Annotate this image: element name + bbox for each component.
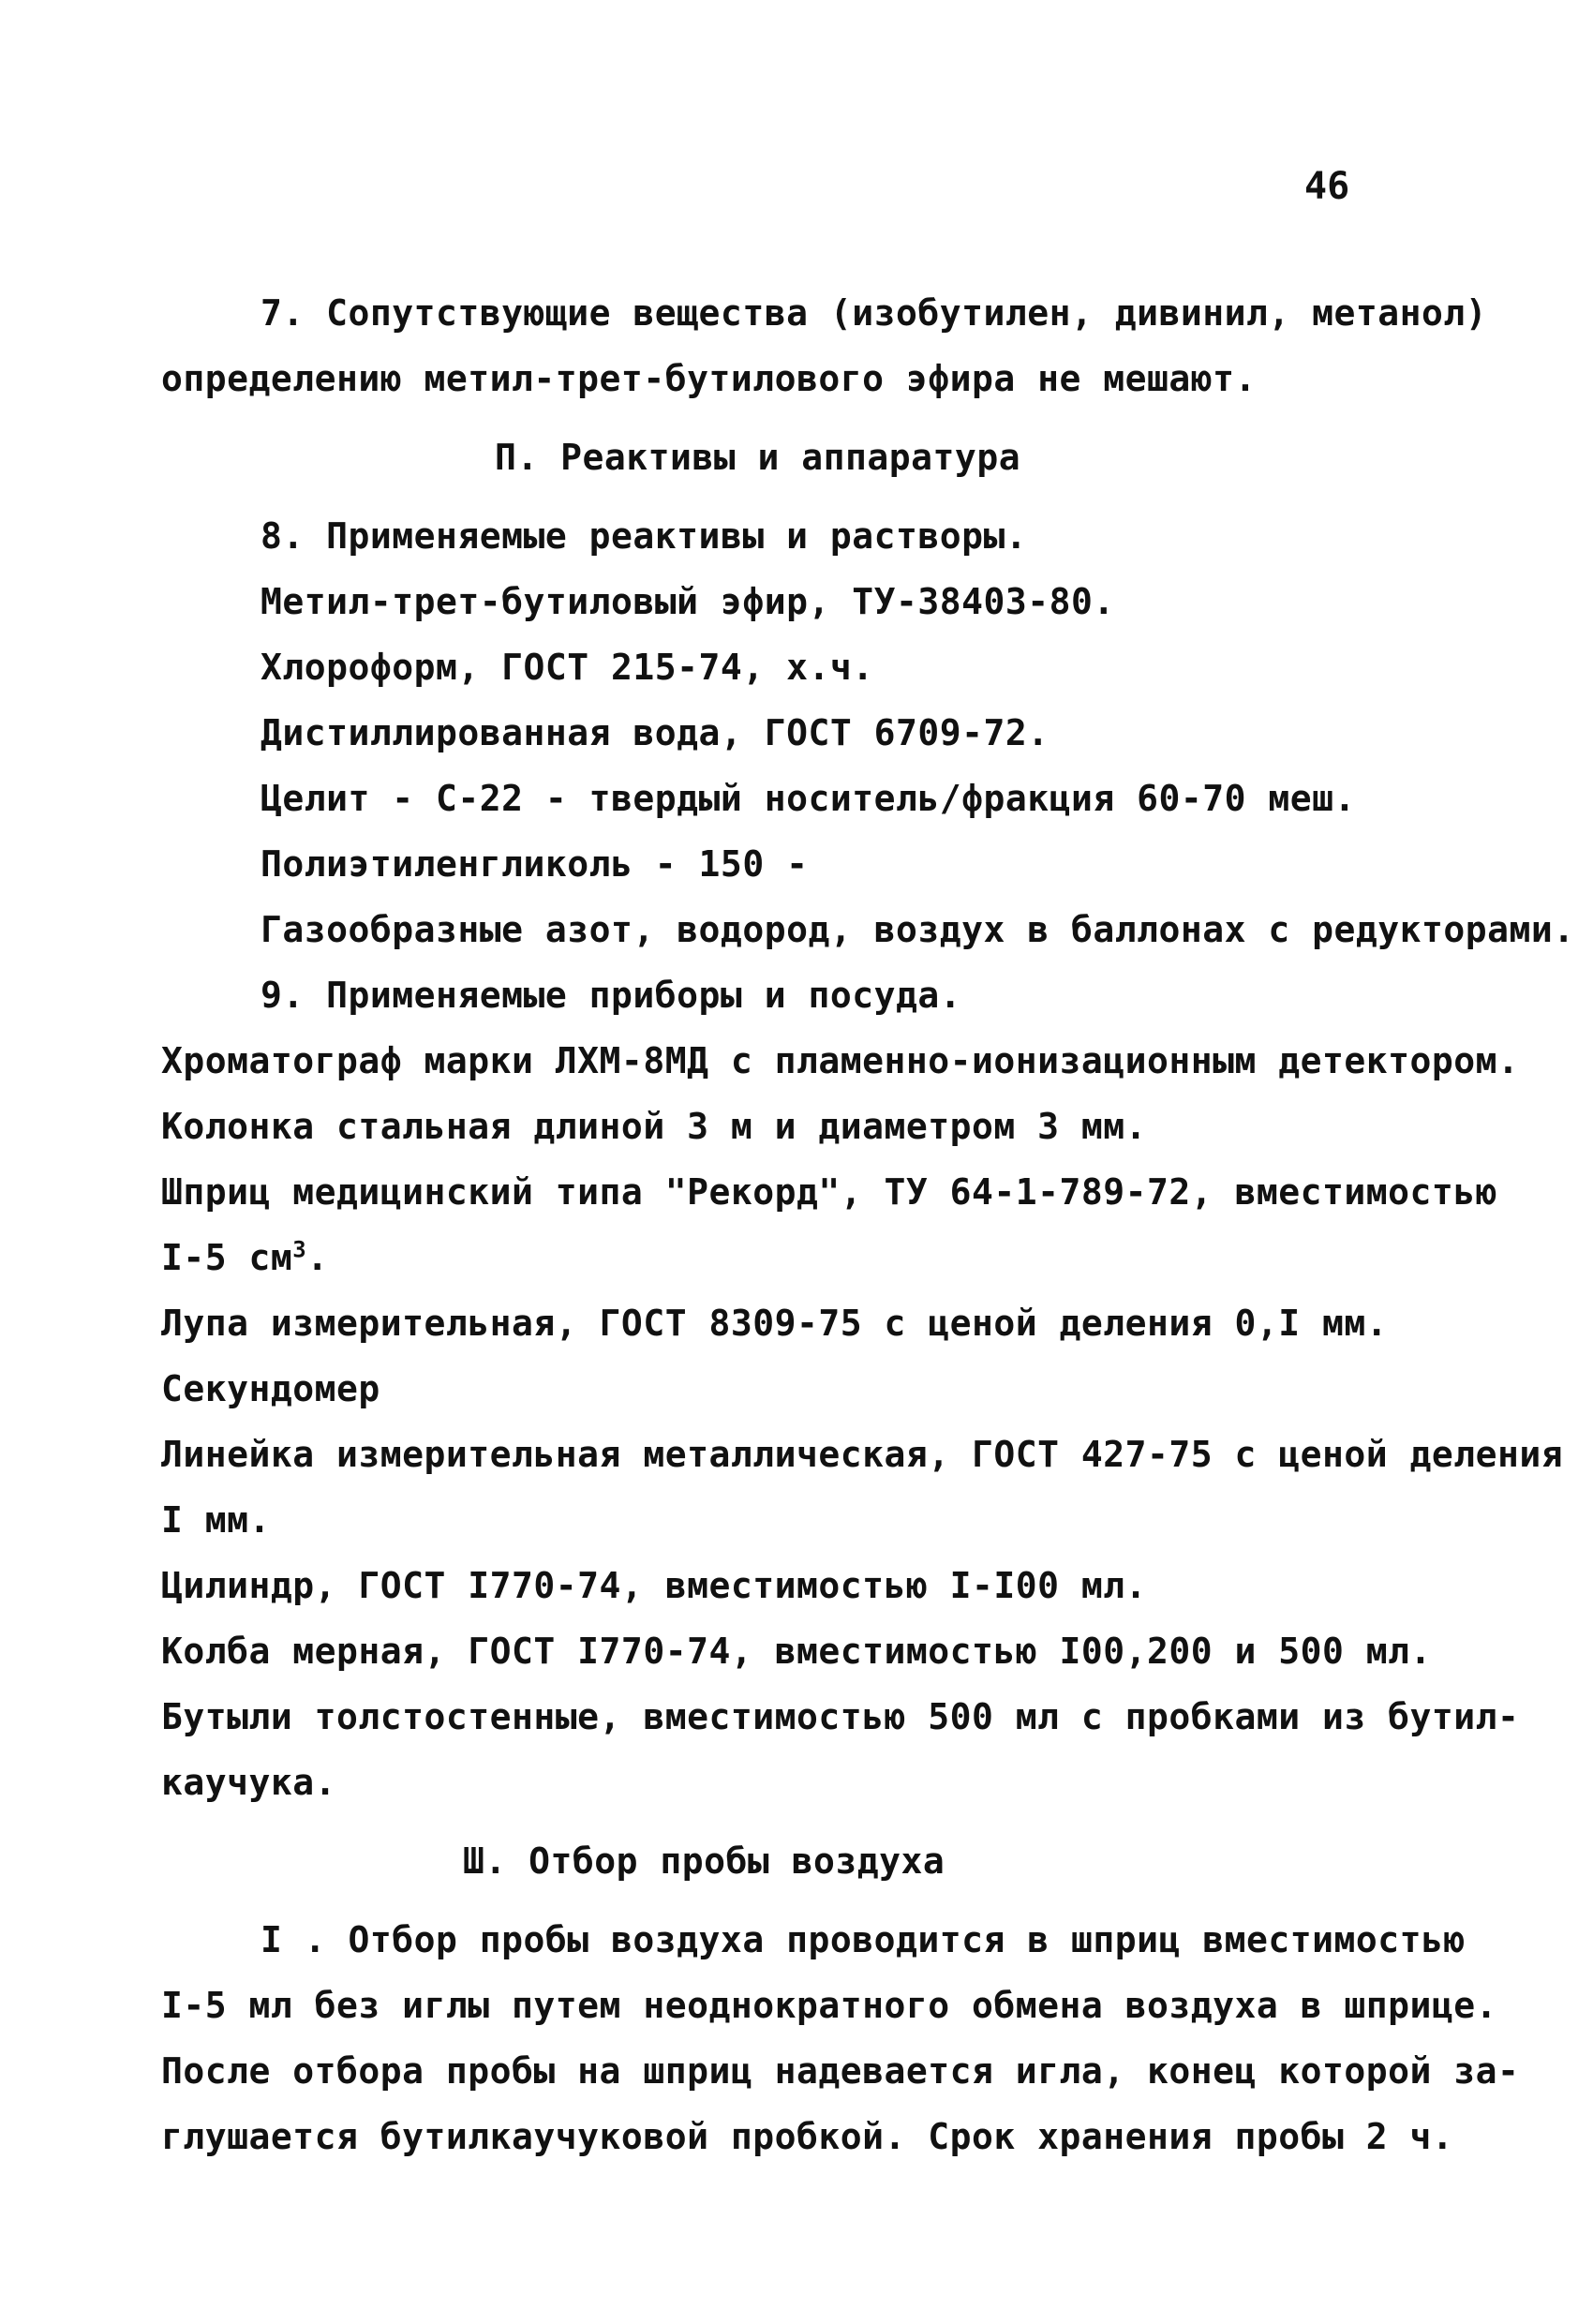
text-line-25: После отбора пробы на шприц надевается игла, конец которой за-: [161, 2050, 1520, 2092]
text-line-14: [161, 1235, 329, 1280]
text-line-16: Секундомер: [161, 1368, 380, 1409]
text-line-15: Лупа измерительная, ГОСТ 8309-75 с ценой деления 0,I мм.: [161, 1303, 1389, 1344]
text-line-8: Полиэтиленгликоль - 150 -: [261, 843, 809, 885]
text-line-11: Хроматограф марки ЛХМ-8МД с пламенно-ионизационным детектором.: [161, 1040, 1520, 1081]
text-line-9: Газообразные азот, водород, воздух в баллонах с редукторами.: [261, 909, 1575, 950]
text-line-5: Хлороформ, ГОСТ 215-74, х.ч.: [261, 647, 874, 688]
volume-period: .: [306, 1237, 329, 1278]
text-line-17: Линейка измерительная металлическая, ГОСТ 427-75 с ценой деления: [161, 1434, 1564, 1475]
text-line-24: I-5 мл без иглы путем неоднократного обмена воздуха в шприце.: [161, 1985, 1498, 2026]
superscript-3: 3: [292, 1236, 307, 1263]
text-line-19: Цилиндр, ГОСТ I770-74, вместимостью I-I00 мл.: [161, 1565, 1148, 1606]
text-line-7: Целит - С-22 - твердый носитель/фракция 60-70 меш.: [261, 778, 1356, 819]
text-line-18: I мм.: [161, 1499, 271, 1541]
volume-text: I-5 см: [161, 1237, 293, 1278]
text-line-4: Метил-трет-бутиловый эфир, ТУ-38403-80.: [261, 581, 1115, 622]
text-line-20: Колба мерная, ГОСТ I770-74, вместимостью I00,200 и 500 мл.: [161, 1631, 1432, 1672]
text-line-22: каучука.: [161, 1762, 337, 1803]
text-line-2: определению метил-трет-бутилового эфира не мешают.: [161, 358, 1257, 399]
section-heading-3: Ш. Отбор пробы воздуха: [463, 1840, 945, 1882]
text-line-1: 7. Сопутствующие вещества (изобутилен, дивинил, метанол): [261, 292, 1488, 334]
text-line-3: 8. Применяемые реактивы и растворы.: [261, 515, 1028, 557]
page-number: 46: [1304, 165, 1350, 208]
text-line-10: 9. Применяемые приборы и посуда.: [261, 975, 962, 1016]
text-line-13: Шприц медицинский типа "Рекорд", ТУ 64-1-789-72, вместимостью: [161, 1171, 1498, 1213]
text-line-23: I . Отбор пробы воздуха проводится в шприц вместимостью: [261, 1919, 1466, 1960]
text-line-21: Бутыли толстостенные, вместимостью 500 мл с пробками из бутил-: [161, 1696, 1520, 1737]
text-line-26: глушается бутилкаучуковой пробкой. Срок хранения пробы 2 ч.: [161, 2116, 1454, 2157]
text-line-12: Колонка стальная длиной 3 м и диаметром 3 мм.: [161, 1106, 1148, 1147]
text-line-6: Дистиллированная вода, ГОСТ 6709-72.: [261, 712, 1050, 753]
section-heading-2: П. Реактивы и аппаратура: [495, 437, 1021, 478]
